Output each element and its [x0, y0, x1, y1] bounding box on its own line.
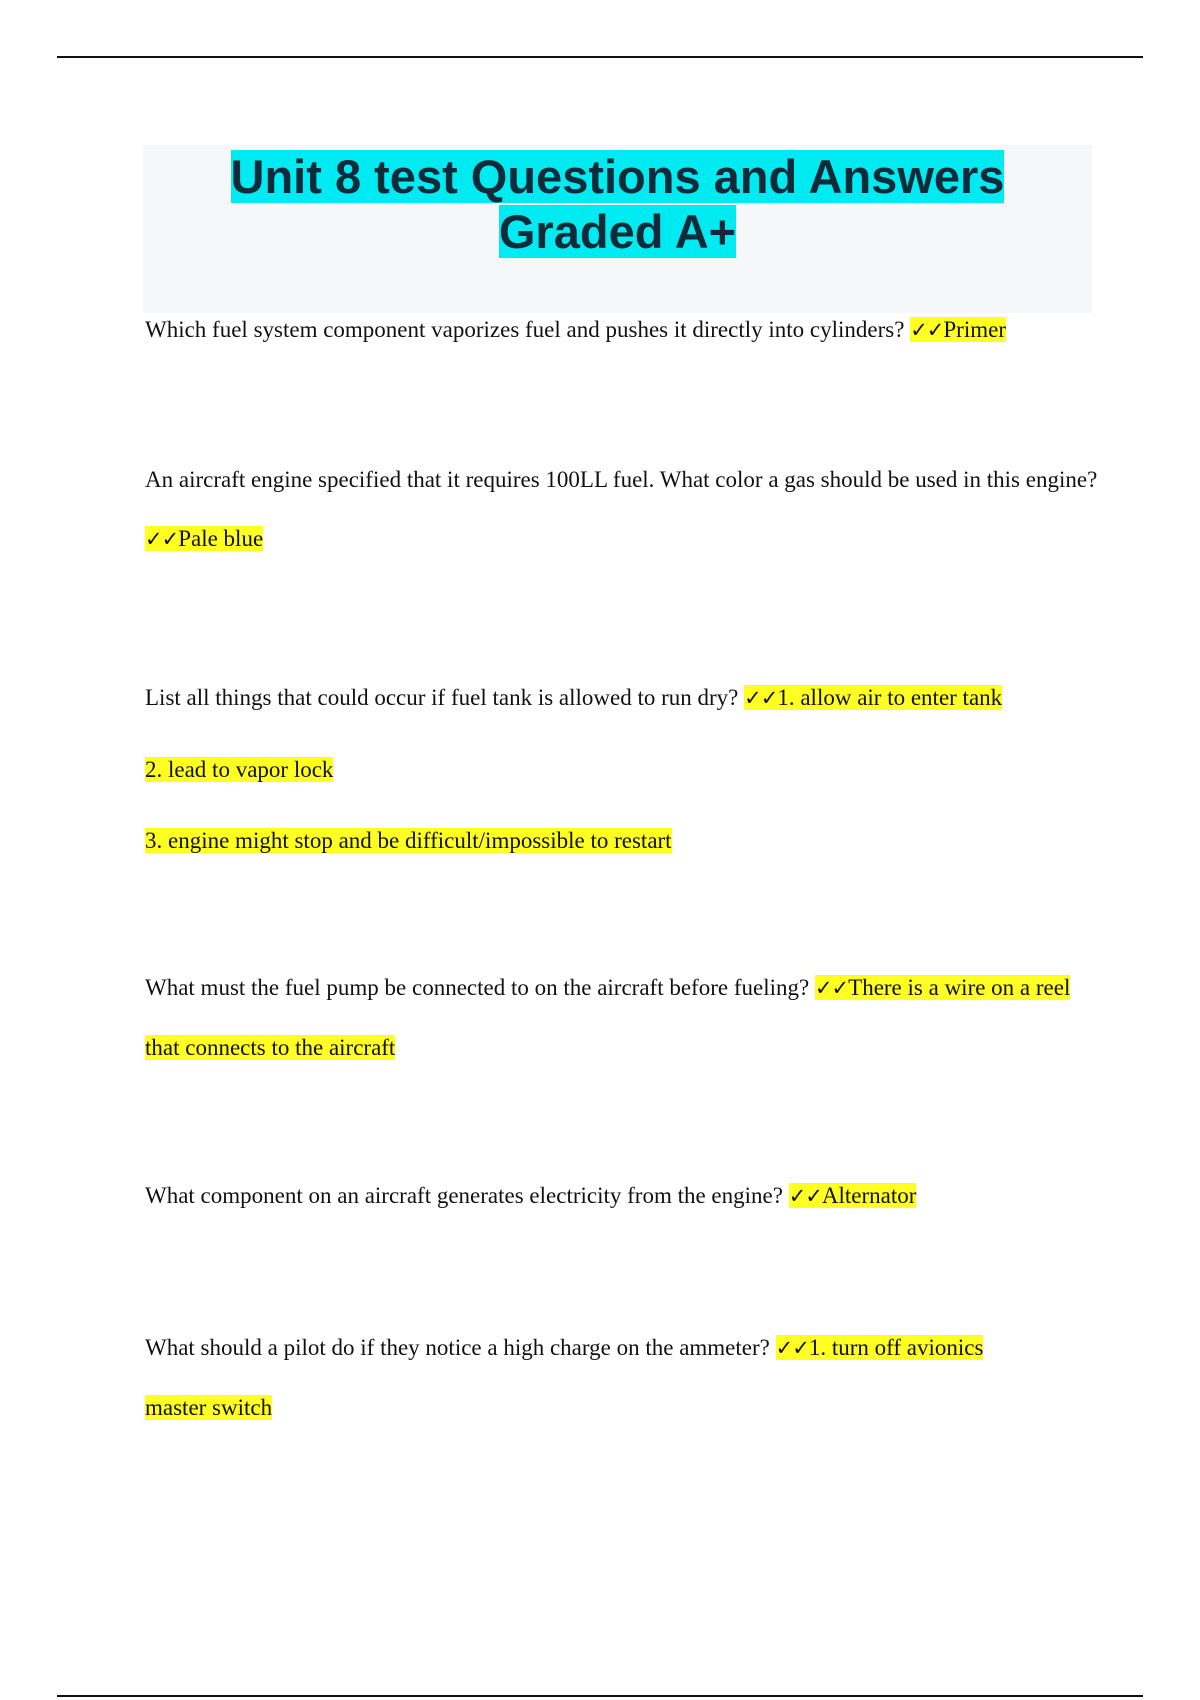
check-icon: ✓✓: [744, 686, 778, 710]
qa-item-3: [145, 662, 1105, 876]
answer-text: There is a wire on a reel that connects to the aircraft: [145, 975, 1071, 1060]
qa-item-2: [145, 450, 1105, 569]
answer-line: [145, 805, 1105, 876]
answer-highlight: [145, 526, 263, 551]
answer-text-2: 2. lead to vapor lock: [145, 757, 334, 782]
answer-highlight: [910, 317, 1006, 342]
document-title: Unit 8 test Questions and Answers Graded A+: [230, 150, 1005, 258]
question-text: An aircraft engine specified that it requires 100LL fuel. What color a gas should be used in this engine?: [145, 467, 1098, 492]
qa-item-6: [145, 1318, 1045, 1437]
answer-highlight: [789, 1183, 917, 1208]
question-text: What component on an aircraft generates electricity from the engine?: [145, 1183, 783, 1208]
check-icon: ✓✓: [910, 318, 944, 342]
check-icon: ✓✓: [145, 527, 179, 551]
qa-item-4: [145, 958, 1105, 1077]
question-text: What should a pilot do if they notice a high charge on the ammeter?: [145, 1335, 770, 1360]
question-text: Which fuel system component vaporizes fuel and pushes it directly into cylinders?: [145, 317, 905, 342]
check-icon: ✓✓: [775, 1336, 809, 1360]
question-line: [145, 662, 1105, 734]
answer-highlight: [744, 685, 1002, 710]
top-rule: [57, 56, 1143, 58]
qa-item-1: [145, 300, 1105, 360]
question-text: What must the fuel pump be connected to on the aircraft before fueling?: [145, 975, 810, 1000]
qa-item-5: [145, 1166, 1105, 1226]
check-icon: ✓✓: [788, 1184, 822, 1208]
answer-text: 1. turn off avionics master switch: [145, 1335, 984, 1420]
answer-text-3: 3. engine might stop and be difficult/impossible to restart: [145, 828, 672, 853]
title-band: [143, 145, 1092, 313]
answer-text: 1. allow air to enter tank: [777, 685, 1003, 710]
answer-text: Primer: [943, 317, 1006, 342]
check-icon: ✓✓: [814, 976, 849, 1000]
question-text: List all things that could occur if fuel tank is allowed to run dry?: [145, 685, 739, 710]
answer-text: Pale blue: [178, 526, 264, 551]
answer-text: Alternator: [821, 1183, 917, 1208]
answer-line: [145, 734, 1105, 805]
bottom-rule: [57, 1695, 1143, 1697]
